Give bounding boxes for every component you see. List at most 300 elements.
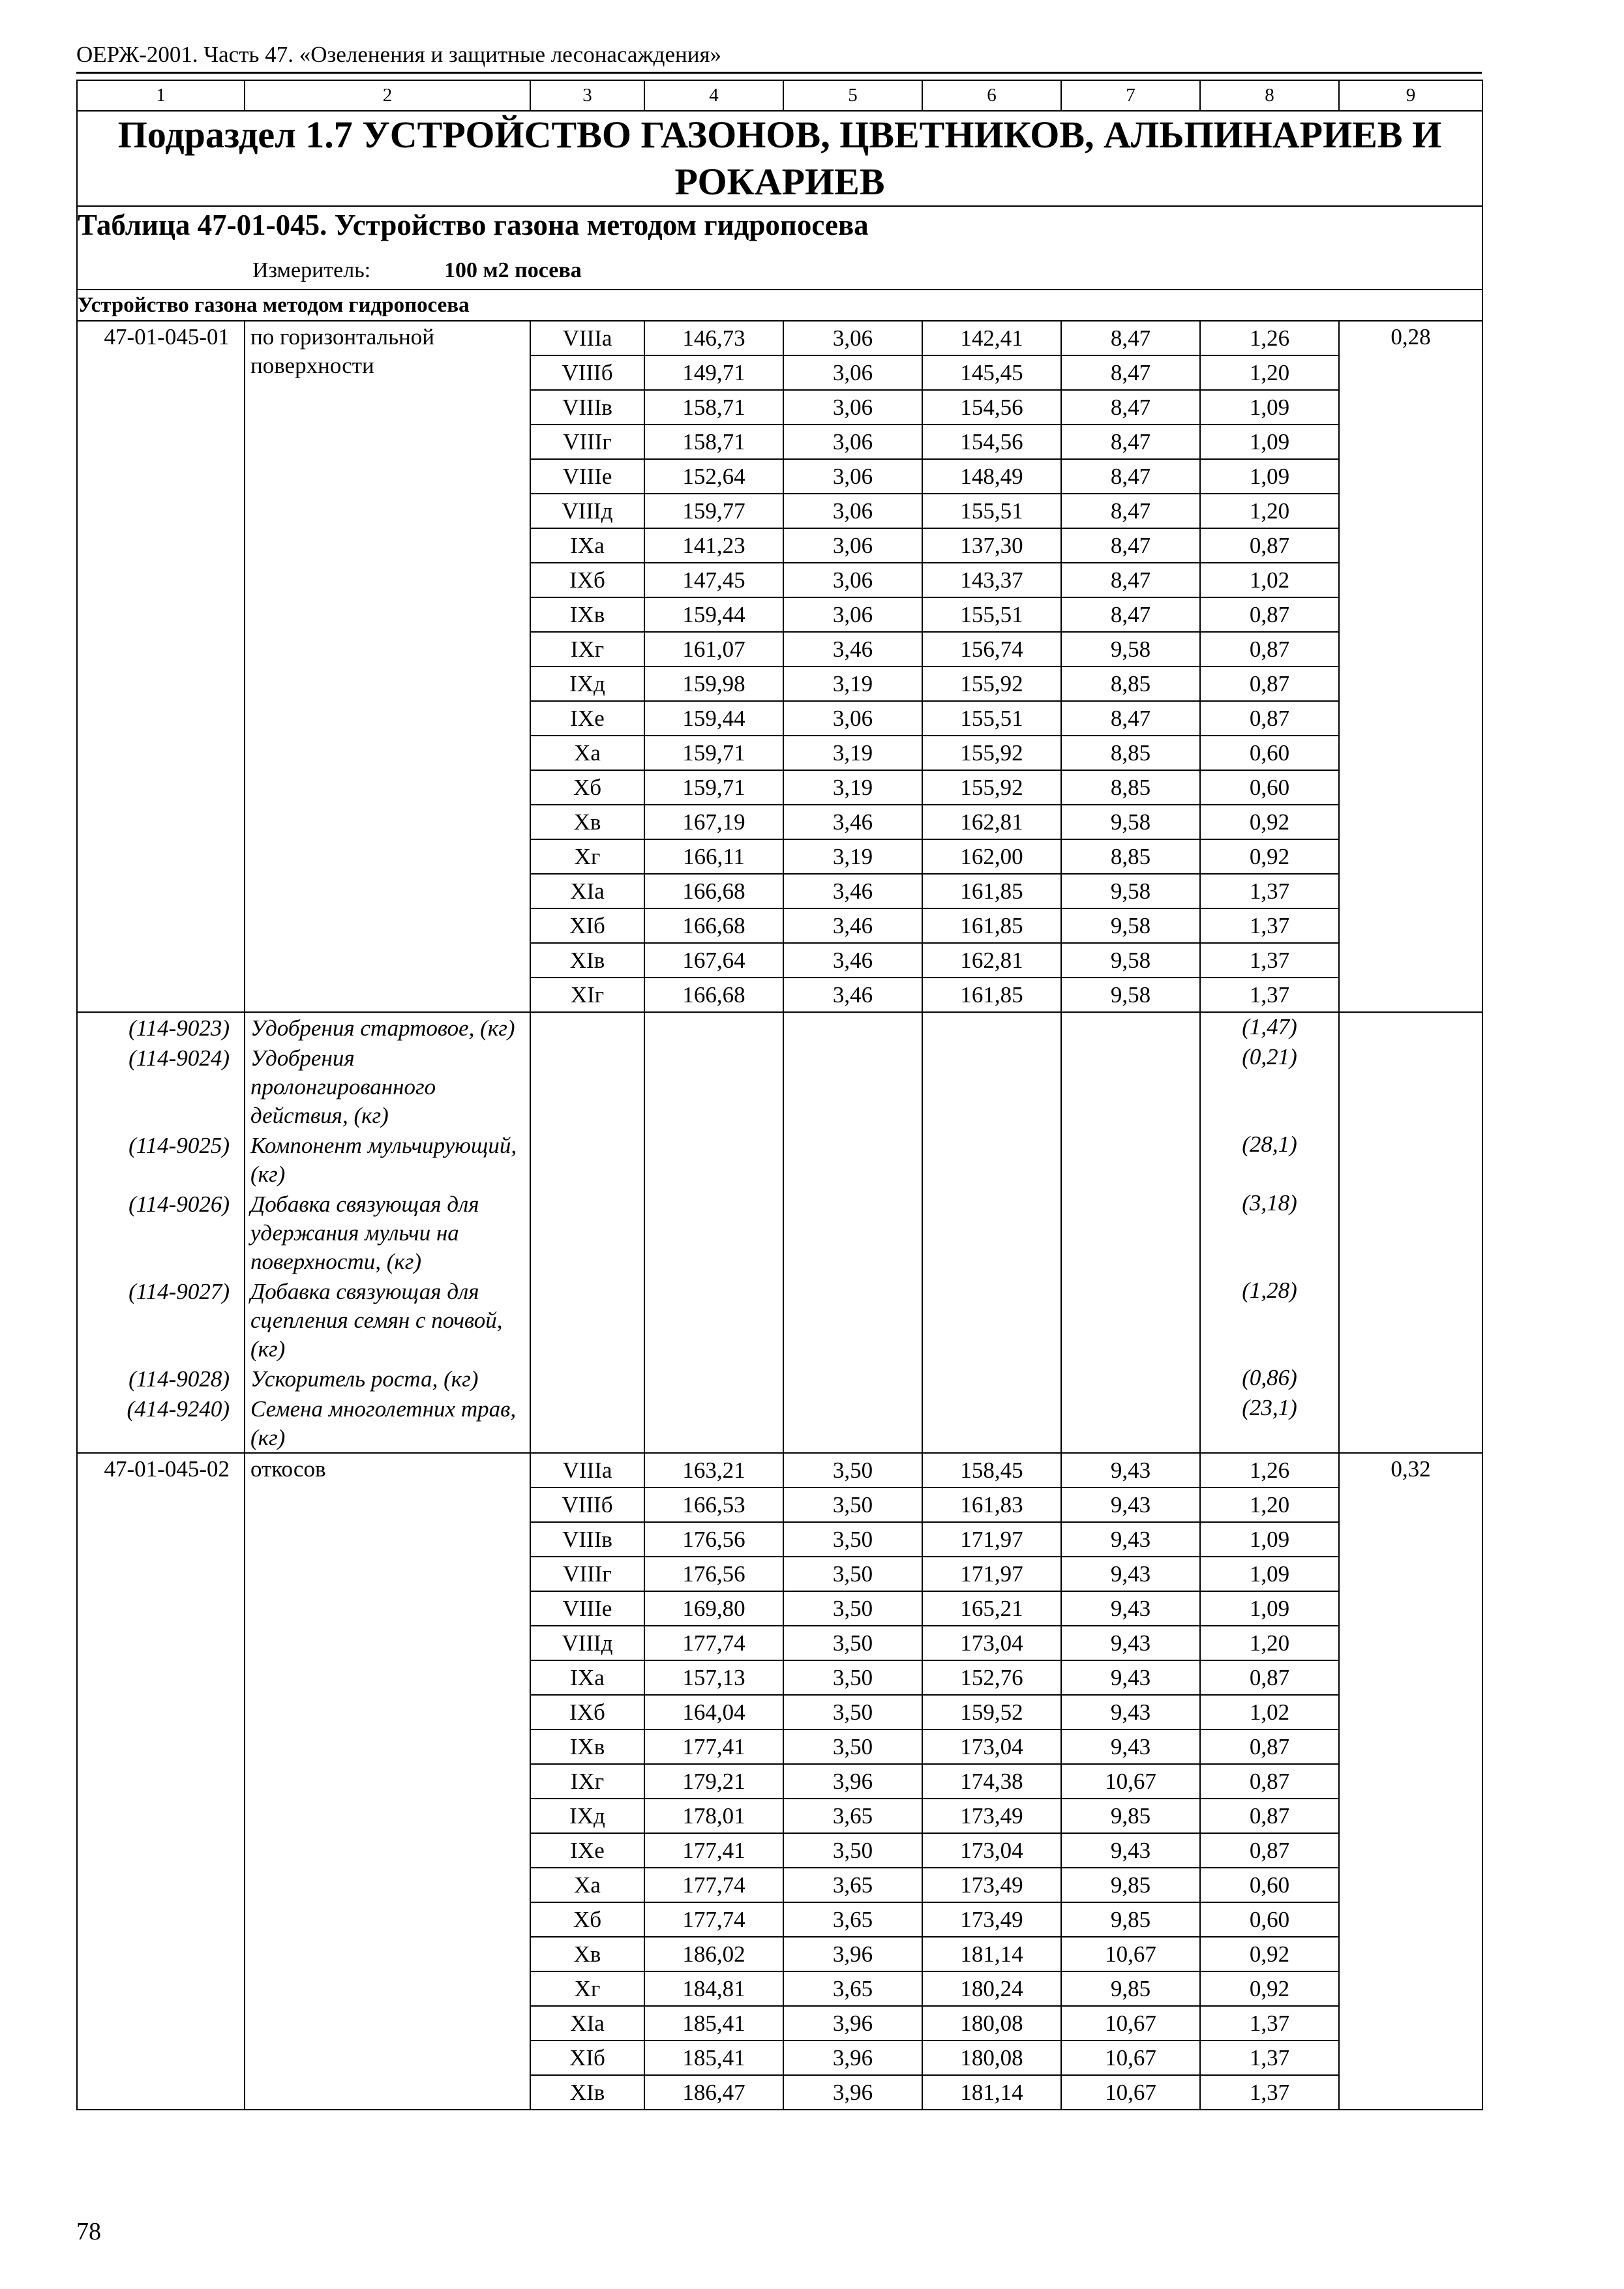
value-cell: 148,49 — [922, 459, 1061, 494]
column-number: 5 — [783, 80, 922, 111]
value-cell: 3,06 — [783, 355, 922, 390]
empty-cell — [783, 1394, 922, 1453]
value-cell: 10,67 — [1061, 2006, 1200, 2041]
value-cell: 8,47 — [1061, 597, 1200, 632]
resource-value: (28,1) — [1200, 1130, 1339, 1189]
header-rule — [76, 72, 1482, 74]
value-cell: 0,87 — [1200, 528, 1339, 563]
empty-cell — [1339, 1276, 1482, 1364]
value-cell: 179,21 — [644, 1764, 783, 1799]
value-cell: 1,26 — [1200, 321, 1339, 355]
value-cell: 161,85 — [922, 978, 1061, 1012]
value-cell: 177,74 — [644, 1626, 783, 1660]
value-cell: 145,45 — [922, 355, 1061, 390]
value-cell: 155,92 — [922, 666, 1061, 701]
value-cell: 0,87 — [1200, 1799, 1339, 1833]
zone-label: VIIIа — [530, 1453, 644, 1488]
section-title: Подраздел 1.7 УСТРОЙСТВО ГАЗОНОВ, ЦВЕТНИКОВ, АЛЬПИНАРИЕВ И РОКАРИЕВ — [77, 111, 1482, 206]
value-cell: 0,87 — [1200, 1833, 1339, 1868]
value-cell: 159,52 — [922, 1695, 1061, 1729]
value-cell: 137,30 — [922, 528, 1061, 563]
resource-value: (0,21) — [1200, 1043, 1339, 1130]
value-cell: 8,47 — [1061, 701, 1200, 736]
value-cell: 9,58 — [1061, 978, 1200, 1012]
value-cell: 157,13 — [644, 1660, 783, 1695]
value-cell: 3,19 — [783, 839, 922, 874]
value-cell: 3,50 — [783, 1522, 922, 1557]
value-cell: 3,50 — [783, 1729, 922, 1764]
value-cell: 159,44 — [644, 597, 783, 632]
value-cell: 3,19 — [783, 770, 922, 805]
empty-cell — [783, 1276, 922, 1364]
value-cell: 1,20 — [1200, 355, 1339, 390]
empty-cell — [530, 1394, 644, 1453]
empty-cell — [783, 1189, 922, 1276]
value-cell: 0,60 — [1200, 1868, 1339, 1902]
column-number: 8 — [1200, 80, 1339, 111]
value-cell: 181,14 — [922, 1937, 1061, 1971]
value-cell: 155,51 — [922, 701, 1061, 736]
value-cell: 3,46 — [783, 943, 922, 978]
value-cell: 3,50 — [783, 1833, 922, 1868]
zone-label: VIIIе — [530, 1591, 644, 1626]
zone-label: IXе — [530, 701, 644, 736]
value-cell: 9,43 — [1061, 1660, 1200, 1695]
empty-cell — [530, 1130, 644, 1189]
value-cell: 3,65 — [783, 1868, 922, 1902]
value-cell: 1,20 — [1200, 1488, 1339, 1522]
value-cell: 3,46 — [783, 632, 922, 666]
empty-cell — [1061, 1130, 1200, 1189]
table-title: Таблица 47-01-045. Устройство газона методом гидропосева — [78, 209, 869, 241]
empty-cell — [922, 1394, 1061, 1453]
value-cell: 9,43 — [1061, 1729, 1200, 1764]
value-cell: 3,50 — [783, 1591, 922, 1626]
value-cell: 141,23 — [644, 528, 783, 563]
value-cell: 165,21 — [922, 1591, 1061, 1626]
zone-label: Xг — [530, 839, 644, 874]
value-cell: 9,85 — [1061, 1971, 1200, 2006]
value-cell: 10,67 — [1061, 2041, 1200, 2075]
value-cell: 1,09 — [1200, 459, 1339, 494]
value-cell: 3,96 — [783, 2075, 922, 2110]
empty-cell — [530, 1364, 644, 1394]
empty-cell — [922, 1012, 1061, 1043]
zone-label: XIб — [530, 908, 644, 943]
value-cell: 177,74 — [644, 1868, 783, 1902]
value-cell: 147,45 — [644, 563, 783, 597]
zone-label: IXе — [530, 1833, 644, 1868]
column-number: 4 — [644, 80, 783, 111]
zone-label: XIв — [530, 943, 644, 978]
value-cell: 159,77 — [644, 494, 783, 528]
resource-code: (114-9026) — [77, 1189, 245, 1276]
value-cell: 1,37 — [1200, 978, 1339, 1012]
resource-code: (114-9023) — [77, 1012, 245, 1043]
value-cell: 1,09 — [1200, 425, 1339, 459]
value-cell: 8,47 — [1061, 390, 1200, 425]
value-cell: 3,19 — [783, 736, 922, 770]
document-header: ОЕРЖ-2001. Часть 47. «Озеленения и защитные лесонасаждения» — [76, 42, 722, 67]
value-cell: 3,06 — [783, 494, 922, 528]
value-cell: 9,58 — [1061, 943, 1200, 978]
empty-cell — [644, 1189, 783, 1276]
resource-name: Удобрения стартовое, (кг) — [245, 1012, 530, 1043]
value-cell: 162,81 — [922, 943, 1061, 978]
value-cell: 166,11 — [644, 839, 783, 874]
value-cell: 185,41 — [644, 2006, 783, 2041]
value-cell: 159,71 — [644, 736, 783, 770]
zone-label: Xа — [530, 1868, 644, 1902]
empty-cell — [530, 1012, 644, 1043]
empty-cell — [922, 1043, 1061, 1130]
value-cell: 0,87 — [1200, 701, 1339, 736]
resource-name: Удобрения пролонгированного действия, (кг) — [245, 1043, 530, 1130]
value-cell: 154,56 — [922, 425, 1061, 459]
value-cell: 155,51 — [922, 597, 1061, 632]
value-cell: 143,37 — [922, 563, 1061, 597]
norms-table — [76, 80, 1483, 2110]
value-cell: 8,47 — [1061, 355, 1200, 390]
empty-cell — [1061, 1276, 1200, 1364]
value-cell: 1,37 — [1200, 2041, 1339, 2075]
zone-label: Xг — [530, 1971, 644, 2006]
value-cell: 3,50 — [783, 1695, 922, 1729]
value-cell: 3,50 — [783, 1626, 922, 1660]
empty-cell — [783, 1130, 922, 1189]
subheading: Устройство газона методом гидропосева — [77, 290, 1482, 321]
value-cell: 9,43 — [1061, 1626, 1200, 1660]
resource-code: (114-9024) — [77, 1043, 245, 1130]
value-cell: 1,37 — [1200, 2075, 1339, 2110]
zone-label: XIб — [530, 2041, 644, 2075]
empty-cell — [1339, 1189, 1482, 1276]
value-cell: 161,07 — [644, 632, 783, 666]
value-cell: 0,87 — [1200, 666, 1339, 701]
zone-label: XIг — [530, 978, 644, 1012]
value-cell: 176,56 — [644, 1557, 783, 1591]
empty-cell — [922, 1130, 1061, 1189]
resource-name: Добавка связующая для удержания мульчи на поверхности, (кг) — [245, 1189, 530, 1276]
column-number: 9 — [1339, 80, 1482, 111]
value-cell: 186,02 — [644, 1937, 783, 1971]
value-cell: 9,58 — [1061, 908, 1200, 943]
resource-code: (114-9028) — [77, 1364, 245, 1394]
page-number: 78 — [76, 2218, 101, 2245]
resource-row — [77, 1364, 1482, 1394]
resource-value: (3,18) — [1200, 1189, 1339, 1276]
value-cell: 9,43 — [1061, 1833, 1200, 1868]
value-cell: 162,00 — [922, 839, 1061, 874]
value-cell: 161,85 — [922, 874, 1061, 908]
zone-label: IXг — [530, 1764, 644, 1799]
value-cell: 173,04 — [922, 1729, 1061, 1764]
value-cell: 174,38 — [922, 1764, 1061, 1799]
empty-cell — [1339, 1012, 1482, 1043]
value-cell: 1,02 — [1200, 1695, 1339, 1729]
value-cell: 0,60 — [1200, 770, 1339, 805]
work-name: откосов — [245, 1453, 530, 2110]
value-cell: 159,98 — [644, 666, 783, 701]
resource-value: (23,1) — [1200, 1394, 1339, 1453]
norm-code: 47-01-045-01 — [77, 321, 245, 1012]
work-name: по горизонтальной поверхности — [245, 321, 530, 1012]
empty-cell — [530, 1276, 644, 1364]
empty-cell — [1061, 1012, 1200, 1043]
value-cell: 158,71 — [644, 390, 783, 425]
value-cell: 3,06 — [783, 321, 922, 355]
resource-name: Ускоритель роста, (кг) — [245, 1364, 530, 1394]
empty-cell — [1339, 1130, 1482, 1189]
table-row — [77, 1453, 1482, 1488]
resource-row — [77, 1276, 1482, 1364]
empty-cell — [1339, 1364, 1482, 1394]
value-cell: 9,58 — [1061, 805, 1200, 839]
value-cell: 166,68 — [644, 978, 783, 1012]
zone-label: VIIIб — [530, 1488, 644, 1522]
value-cell: 3,65 — [783, 1902, 922, 1937]
value-cell: 158,71 — [644, 425, 783, 459]
resource-name: Добавка связующая для сцепления семян с почвой, (кг) — [245, 1276, 530, 1364]
zone-label: IXв — [530, 1729, 644, 1764]
zone-label: IXб — [530, 563, 644, 597]
norm-code: 47-01-045-02 — [77, 1453, 245, 2110]
value-cell: 3,19 — [783, 666, 922, 701]
zone-label: VIIIг — [530, 1557, 644, 1591]
value-cell: 155,51 — [922, 494, 1061, 528]
value-cell: 3,06 — [783, 425, 922, 459]
value-cell: 155,92 — [922, 736, 1061, 770]
value-cell: 166,68 — [644, 874, 783, 908]
value-cell: 152,76 — [922, 1660, 1061, 1695]
empty-cell — [1339, 1043, 1482, 1130]
zone-label: Xа — [530, 736, 644, 770]
value-cell: 186,47 — [644, 2075, 783, 2110]
resource-value: (0,86) — [1200, 1364, 1339, 1394]
value-cell: 154,56 — [922, 390, 1061, 425]
value-cell: 3,96 — [783, 1764, 922, 1799]
value-cell: 8,47 — [1061, 459, 1200, 494]
value-cell: 158,45 — [922, 1453, 1061, 1488]
empty-cell — [530, 1043, 644, 1130]
value-cell: 142,41 — [922, 321, 1061, 355]
empty-cell — [922, 1276, 1061, 1364]
value-cell: 10,67 — [1061, 1764, 1200, 1799]
value-cell: 177,41 — [644, 1833, 783, 1868]
value-cell: 0,60 — [1200, 1902, 1339, 1937]
resource-row — [77, 1394, 1482, 1453]
value-cell: 180,08 — [922, 2041, 1061, 2075]
empty-cell — [1061, 1394, 1200, 1453]
resource-row — [77, 1012, 1482, 1043]
value-cell: 149,71 — [644, 355, 783, 390]
empty-cell — [1061, 1189, 1200, 1276]
value-cell: 3,50 — [783, 1453, 922, 1488]
value-cell: 8,85 — [1061, 770, 1200, 805]
value-cell: 0,87 — [1200, 1660, 1339, 1695]
value-cell: 1,02 — [1200, 563, 1339, 597]
value-cell: 9,43 — [1061, 1557, 1200, 1591]
value-cell: 1,20 — [1200, 1626, 1339, 1660]
value-cell: 152,64 — [644, 459, 783, 494]
value-cell: 173,04 — [922, 1833, 1061, 1868]
value-cell: 159,44 — [644, 701, 783, 736]
value-cell: 0,92 — [1200, 1937, 1339, 1971]
value-cell: 8,47 — [1061, 528, 1200, 563]
zone-label: VIIIе — [530, 459, 644, 494]
value-cell: 9,43 — [1061, 1453, 1200, 1488]
value-cell: 3,06 — [783, 563, 922, 597]
zone-label: IXб — [530, 1695, 644, 1729]
value-cell: 0,87 — [1200, 1729, 1339, 1764]
value-cell: 8,47 — [1061, 563, 1200, 597]
zone-label: IXа — [530, 1660, 644, 1695]
value-cell: 0,87 — [1200, 632, 1339, 666]
value-cell: 173,49 — [922, 1902, 1061, 1937]
value-cell: 3,50 — [783, 1557, 922, 1591]
value-cell: 167,64 — [644, 943, 783, 978]
zone-label: VIIIв — [530, 1522, 644, 1557]
value-cell: 9,43 — [1061, 1522, 1200, 1557]
empty-cell — [644, 1012, 783, 1043]
value-cell: 8,47 — [1061, 321, 1200, 355]
empty-cell — [783, 1043, 922, 1130]
zone-label: IXд — [530, 1799, 644, 1833]
value-cell: 3,46 — [783, 805, 922, 839]
value-cell: 9,43 — [1061, 1488, 1200, 1522]
resource-code: (114-9027) — [77, 1276, 245, 1364]
value-cell: 3,65 — [783, 1971, 922, 2006]
value-cell: 177,74 — [644, 1902, 783, 1937]
value-cell: 0,92 — [1200, 839, 1339, 874]
zone-label: VIIIд — [530, 494, 644, 528]
value-cell: 9,58 — [1061, 632, 1200, 666]
value-cell: 3,06 — [783, 701, 922, 736]
resource-name: Семена многолетних трав, (кг) — [245, 1394, 530, 1453]
resource-code: (114-9025) — [77, 1130, 245, 1189]
value-cell: 3,65 — [783, 1799, 922, 1833]
resource-row — [77, 1189, 1482, 1276]
measure-line — [78, 252, 1482, 289]
empty-cell — [783, 1364, 922, 1394]
zone-label: Xв — [530, 805, 644, 839]
value-cell: 162,81 — [922, 805, 1061, 839]
table-row — [77, 321, 1482, 355]
value-cell: 180,08 — [922, 2006, 1061, 2041]
zone-label: VIIIг — [530, 425, 644, 459]
value-cell: 180,24 — [922, 1971, 1061, 2006]
value-cell: 3,06 — [783, 597, 922, 632]
value-cell: 167,19 — [644, 805, 783, 839]
resource-row — [77, 1130, 1482, 1189]
empty-cell — [644, 1394, 783, 1453]
value-cell: 166,68 — [644, 908, 783, 943]
value-cell: 10,67 — [1061, 2075, 1200, 2110]
value-cell: 1,09 — [1200, 1522, 1339, 1557]
column-number: 7 — [1061, 80, 1200, 111]
value-cell: 3,06 — [783, 459, 922, 494]
zone-label: IXд — [530, 666, 644, 701]
value-cell: 9,85 — [1061, 1799, 1200, 1833]
value-cell: 1,09 — [1200, 1557, 1339, 1591]
measure-label: Измеритель: — [252, 258, 371, 282]
zone-label: XIв — [530, 2075, 644, 2110]
column-number-row — [77, 80, 1482, 111]
value-cell: 3,96 — [783, 2006, 922, 2041]
value-cell: 176,56 — [644, 1522, 783, 1557]
zone-label: XIа — [530, 874, 644, 908]
value-cell: 9,43 — [1061, 1695, 1200, 1729]
value-cell: 1,37 — [1200, 943, 1339, 978]
col9-value: 0,32 — [1339, 1453, 1482, 2110]
value-cell: 146,73 — [644, 321, 783, 355]
value-cell: 171,97 — [922, 1522, 1061, 1557]
value-cell: 3,50 — [783, 1488, 922, 1522]
value-cell: 10,67 — [1061, 1937, 1200, 1971]
zone-label: VIIIд — [530, 1626, 644, 1660]
zone-label: XIа — [530, 2006, 644, 2041]
empty-cell — [644, 1364, 783, 1394]
empty-cell — [1061, 1043, 1200, 1130]
value-cell: 8,85 — [1061, 736, 1200, 770]
value-cell: 8,47 — [1061, 425, 1200, 459]
empty-cell — [644, 1276, 783, 1364]
empty-cell — [644, 1043, 783, 1130]
value-cell: 161,85 — [922, 908, 1061, 943]
value-cell: 156,74 — [922, 632, 1061, 666]
resource-value: (1,28) — [1200, 1276, 1339, 1364]
value-cell: 8,47 — [1061, 494, 1200, 528]
value-cell: 9,43 — [1061, 1591, 1200, 1626]
resource-value: (1,47) — [1200, 1012, 1339, 1043]
value-cell: 173,49 — [922, 1868, 1061, 1902]
empty-cell — [1061, 1364, 1200, 1394]
zone-label: IXв — [530, 597, 644, 632]
value-cell: 181,14 — [922, 2075, 1061, 2110]
value-cell: 1,37 — [1200, 874, 1339, 908]
empty-cell — [644, 1130, 783, 1189]
value-cell: 9,85 — [1061, 1902, 1200, 1937]
zone-label: Xб — [530, 1902, 644, 1937]
value-cell: 8,85 — [1061, 839, 1200, 874]
value-cell: 0,87 — [1200, 597, 1339, 632]
value-cell: 9,85 — [1061, 1868, 1200, 1902]
value-cell: 163,21 — [644, 1453, 783, 1488]
value-cell: 164,04 — [644, 1695, 783, 1729]
empty-cell — [783, 1012, 922, 1043]
value-cell: 8,85 — [1061, 666, 1200, 701]
zone-label: Xб — [530, 770, 644, 805]
column-number: 1 — [77, 80, 245, 111]
value-cell: 1,37 — [1200, 2006, 1339, 2041]
value-cell: 0,92 — [1200, 805, 1339, 839]
value-cell: 3,46 — [783, 978, 922, 1012]
value-cell: 3,50 — [783, 1660, 922, 1695]
value-cell: 166,53 — [644, 1488, 783, 1522]
value-cell: 171,97 — [922, 1557, 1061, 1591]
empty-cell — [922, 1189, 1061, 1276]
value-cell: 0,60 — [1200, 736, 1339, 770]
zone-label: VIIIб — [530, 355, 644, 390]
value-cell: 185,41 — [644, 2041, 783, 2075]
col9-value: 0,28 — [1339, 321, 1482, 1012]
value-cell: 3,96 — [783, 2041, 922, 2075]
zone-label: VIIIв — [530, 390, 644, 425]
zone-label: Xв — [530, 1937, 644, 1971]
value-cell: 0,87 — [1200, 1764, 1339, 1799]
resource-row — [77, 1043, 1482, 1130]
value-cell: 1,09 — [1200, 390, 1339, 425]
